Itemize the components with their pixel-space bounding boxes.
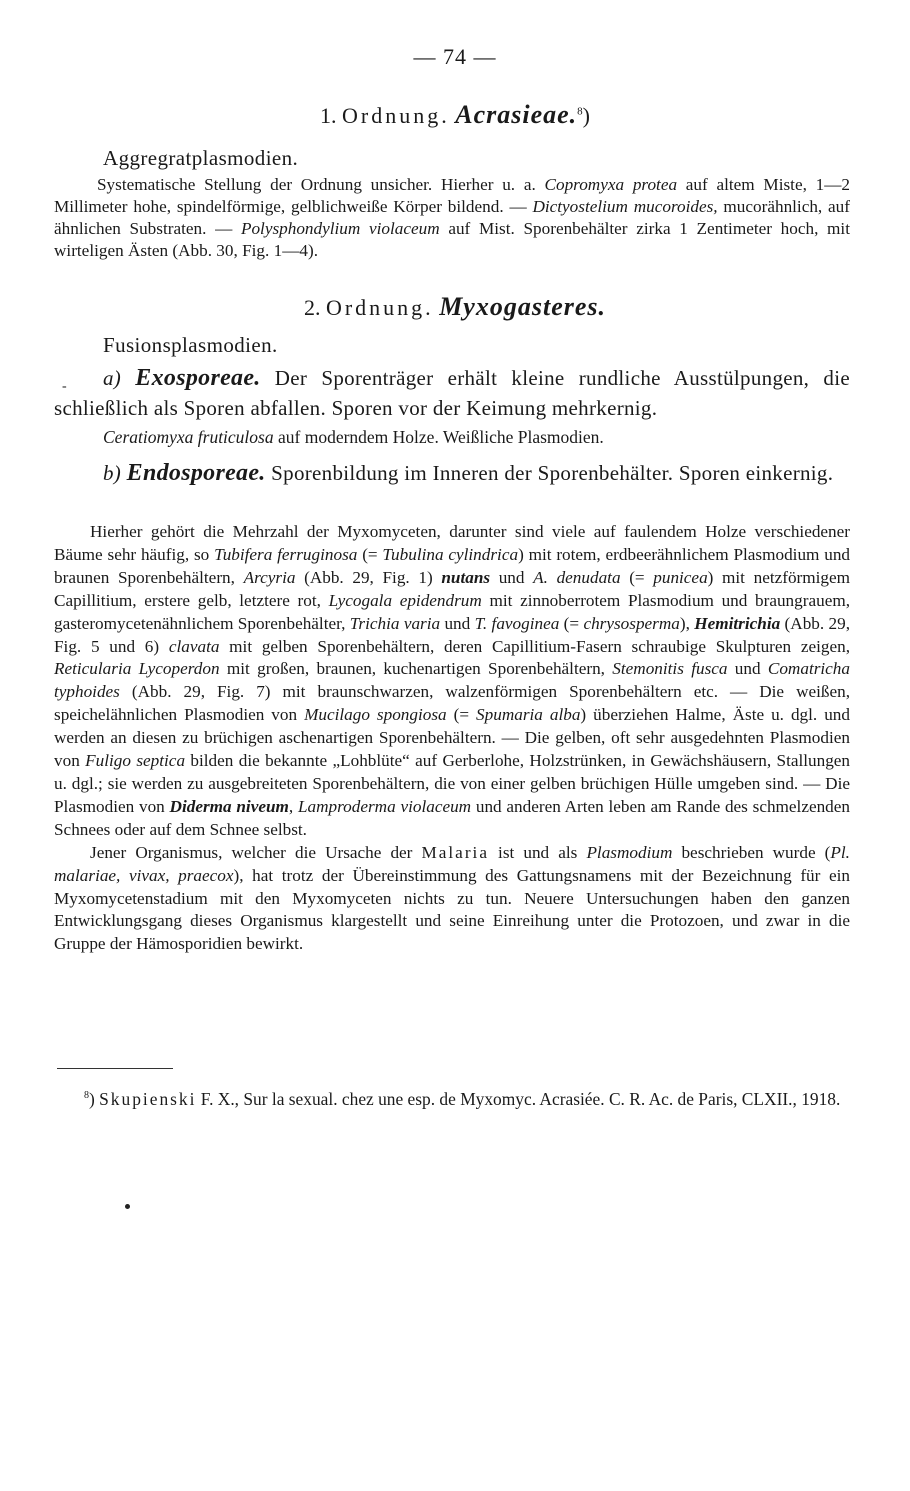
footnote-author: Skupienski (99, 1088, 197, 1109)
order1-description: Systematische Stellung der Ordnung unsicher. Hierher u. a. Copromyxa protea auf altem Miste, 1—2 Millimeter hohe, spindelförmige, gelblichweiße Körper bildend. — Dictyostelium mucoroides, mucorähnlich, auf ähnlichen Substraten. — Polysphondylium violaceum auf Mist. Sporenbehälter zirka 1 Zentimeter hoch, mit wirteligen Ästen (Abb. 30, Fig. 1—4). (54, 175, 850, 260)
order2-heading (0, 292, 910, 322)
order1-close: ) (582, 103, 590, 128)
footnote: $^8$) Skupienski F. X., Sur la sexual. chez une esp. de Myxomyc. Acrasiée. C. R. Ac. de Paris, CLXII., 1918. (84, 1088, 841, 1109)
page-number: — 74 — (413, 44, 497, 69)
footnote-text: F. X., Sur la sexual. chez une esp. de Myxomyc. Acrasiée. C. R. Ac. de Paris, CLXII., 1918. (196, 1088, 841, 1109)
margin-mark: - (62, 379, 67, 394)
order1-name: Acrasieae. (455, 100, 578, 129)
endo-name: Endosporeae. (126, 460, 266, 486)
ink-dot (125, 1204, 130, 1209)
footnote-mark: 8 (84, 1090, 89, 1101)
order1-note-ref: 8 (577, 105, 583, 118)
exo-text: Der Sporenträger erhält kleine rundliche Ausstülpungen, die schließlich als Sporen abfallen. Sporen vor der Keimung mehrkernig. (54, 366, 850, 420)
endo-letter: b) (103, 461, 122, 485)
exo-name: Exosporeae. (135, 365, 261, 391)
order2-prefix: 2. (303, 295, 321, 320)
endo-text: Sporenbildung im Inneren der Sporenbehälter. Sporen einkernig. (265, 461, 834, 485)
footnote-divider (57, 1068, 173, 1069)
order2-subtitle: Fusionsplasmodien. (103, 333, 278, 357)
order2-label: Ordnung. (325, 295, 434, 320)
order1-heading (0, 100, 910, 130)
order1-subtitle: Aggregratplasmodien. (103, 146, 299, 170)
main-text (54, 521, 850, 956)
endosporeae-section (54, 458, 850, 488)
order1-prefix: 1. (320, 103, 337, 128)
paragraph-myxomyceten: Hierher gehört die Mehrzahl der Myxomyceten, darunter sind viele auf faulendem Holze verschiedener Bäume sehr häufig, so Tubifera ferruginosa (= Tubulina cylindrica) mit rotem, erdbeerähnlichem Plasmodium und braunen Sporenbehältern, Arcyria (Abb. 29, Fig. 1) nutans und A. denudata (= punicea) mit netzförmigem Capillitium, erstere gelb, letztere rot, Lycogala epidendrum mit zinnoberrotem Plasmodium und braungrauem, gasteromycetenähnlichem Sporenbehälter, Trichia varia und T. favoginea (= chrysosperma), Hemitrichia (Abb. 29, Fig. 5 und 6) clavata mit gelben Sporenbehältern, deren Capillitium-Fasern schraubige Skulpturen zeigen, Reticularia Lycoperdon mit großen, braunen, kuchenartigen Sporenbehältern, Stemonitis fusca und Comatricha typhoides (Abb. 29, Fig. 7) mit braunschwarzen, walzenförmigen Sporenbehältern etc. — Die weißen, speichelähnlichen Plasmodien von Mucilago spongiosa (= Spumaria alba) überziehen Halme, Äste u. dgl. und werden an diesen zu brüchigen aschenartigen Sporenbehältern. — Die gelben, oft sehr ausgedehnten Plasmodien von Fuligo septica bilden die bekannte „Lohblüte“ auf Gerberlohe, Holzstrünken, in Gewächshäusern, Stallungen u. dgl.; sie werden zu ausgebreiteten Sporenbehältern, die von einer gelben brüchigen Hülle umgeben sind. — Die Plasmodien von Diderma niveum, Lamproderma violaceum und anderen Arten leben am Rande des schmelzenden Schnees oder auf dem Schnee selbst. (54, 522, 851, 839)
order2-name: Myxogasteres. (439, 292, 607, 321)
exosporeae-section (54, 363, 850, 423)
paragraph-malaria: Jener Organismus, welcher die Ursache der Malaria ist und als Plasmodium beschrieben wurde (Pl. malariae, vivax, praecox), hat trotz der Übereinstimmung des Gattungsnamens mit der Bezeichnung für ein Myxomycetenstadium mit den Myxomyceten nichts zu tun. Neuere Untersuchungen haben den ganzen Entwicklungsgang dieses Organismus klargestellt und seine Einreihung unter die Protozoen, und zwar in die Gruppe der Hämosporidien bewirkt. (54, 842, 850, 954)
exo-letter: a) (103, 366, 122, 390)
order1-label: Ordnung. (342, 103, 450, 128)
ceratiomyxa-line: Ceratiomyxa fruticulosa auf moderndem Holze. Weißliche Plasmodien. (103, 427, 604, 447)
